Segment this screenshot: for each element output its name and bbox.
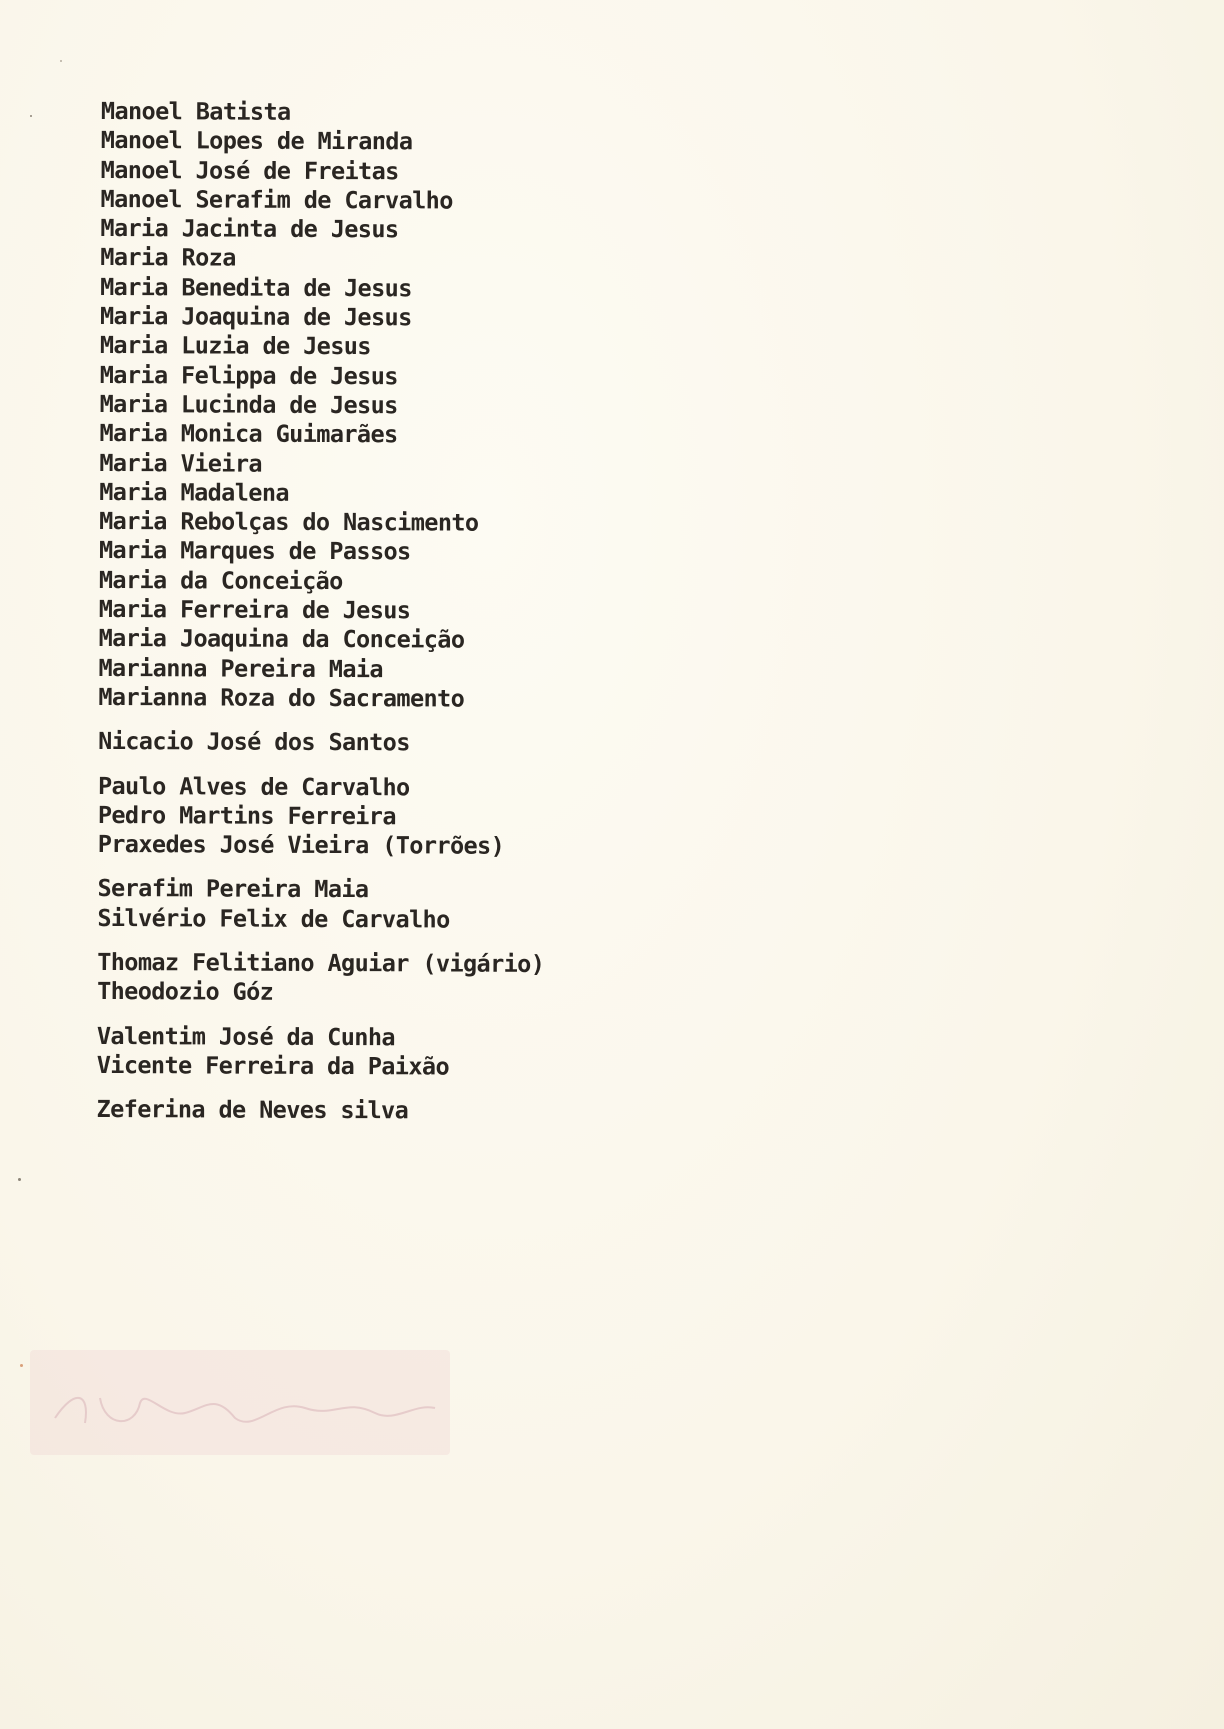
name-entry: Maria Luzia de Jesus: [99, 331, 371, 361]
name-entry: Zeferina de Neves silva: [96, 1095, 409, 1125]
name-entry: Manoel Serafim de Carvalho: [100, 184, 453, 215]
name-entry: Maria Roza: [100, 243, 236, 273]
paper-speck: [18, 1178, 21, 1181]
name-entry: Marianna Roza do Sacramento: [98, 682, 465, 713]
name-entry: Manoel Batista: [100, 97, 291, 126]
name-entry: Praxedes José Vieira (Torrões): [97, 830, 505, 860]
name-entry: Maria Madalena: [99, 477, 290, 507]
name-entry: Thomaz Felitiano Aguiar (vigário): [97, 948, 545, 978]
name-entry: Maria Ferreira de Jesus: [98, 595, 411, 625]
name-entry: Pedro Martins Ferreira: [97, 800, 396, 831]
name-list: [97, 97, 549, 1126]
name-entry: Serafim Pereira Maia: [97, 874, 369, 904]
name-group-p: [98, 772, 545, 862]
paper-speck: [60, 60, 62, 62]
name-entry: Maria Marques de Passos: [98, 536, 411, 566]
name-group-v: [97, 1022, 544, 1083]
name-entry: Maria Jacinta de Jesus: [100, 214, 399, 244]
name-entry: Maria Joaquina da Conceição: [98, 624, 465, 654]
name-entry: Maria Lucinda de Jesus: [99, 389, 398, 420]
name-entry: Maria Benedita de Jesus: [100, 272, 412, 303]
name-entry: Manoel Lopes de Miranda: [100, 126, 413, 156]
name-entry: Theodozio Góz: [97, 977, 274, 1007]
name-entry: Maria da Conceição: [98, 565, 343, 595]
faded-stamp-signature: [45, 1378, 445, 1438]
name-entry: Maria Joaquina de Jesus: [99, 302, 412, 332]
name-entry: Manoel José de Freitas: [100, 155, 399, 185]
name-entry: Maria Monica Guimarães: [99, 419, 398, 449]
name-group-s: [97, 874, 544, 935]
name-entry: Marianna Pereira Maia: [98, 653, 384, 683]
name-group-t: [97, 948, 544, 1009]
paper-speck: [20, 1364, 23, 1367]
name-entry: Silvério Felix de Carvalho: [97, 903, 450, 934]
paper-speck: [30, 115, 32, 117]
name-entry: Maria Felippa de Jesus: [99, 360, 398, 390]
name-group-z: [97, 1095, 544, 1126]
name-entry: Nicacio José dos Santos: [98, 727, 410, 757]
name-entry: Maria Rebolças do Nascimento: [99, 507, 479, 537]
name-group-m: [98, 97, 548, 714]
name-entry: Paulo Alves de Carvalho: [97, 771, 410, 801]
name-entry: Maria Vieira: [99, 448, 263, 478]
name-entry: Vicente Ferreira da Paixão: [96, 1050, 450, 1081]
name-group-n: [98, 727, 545, 758]
name-entry: Valentim José da Cunha: [96, 1021, 396, 1051]
